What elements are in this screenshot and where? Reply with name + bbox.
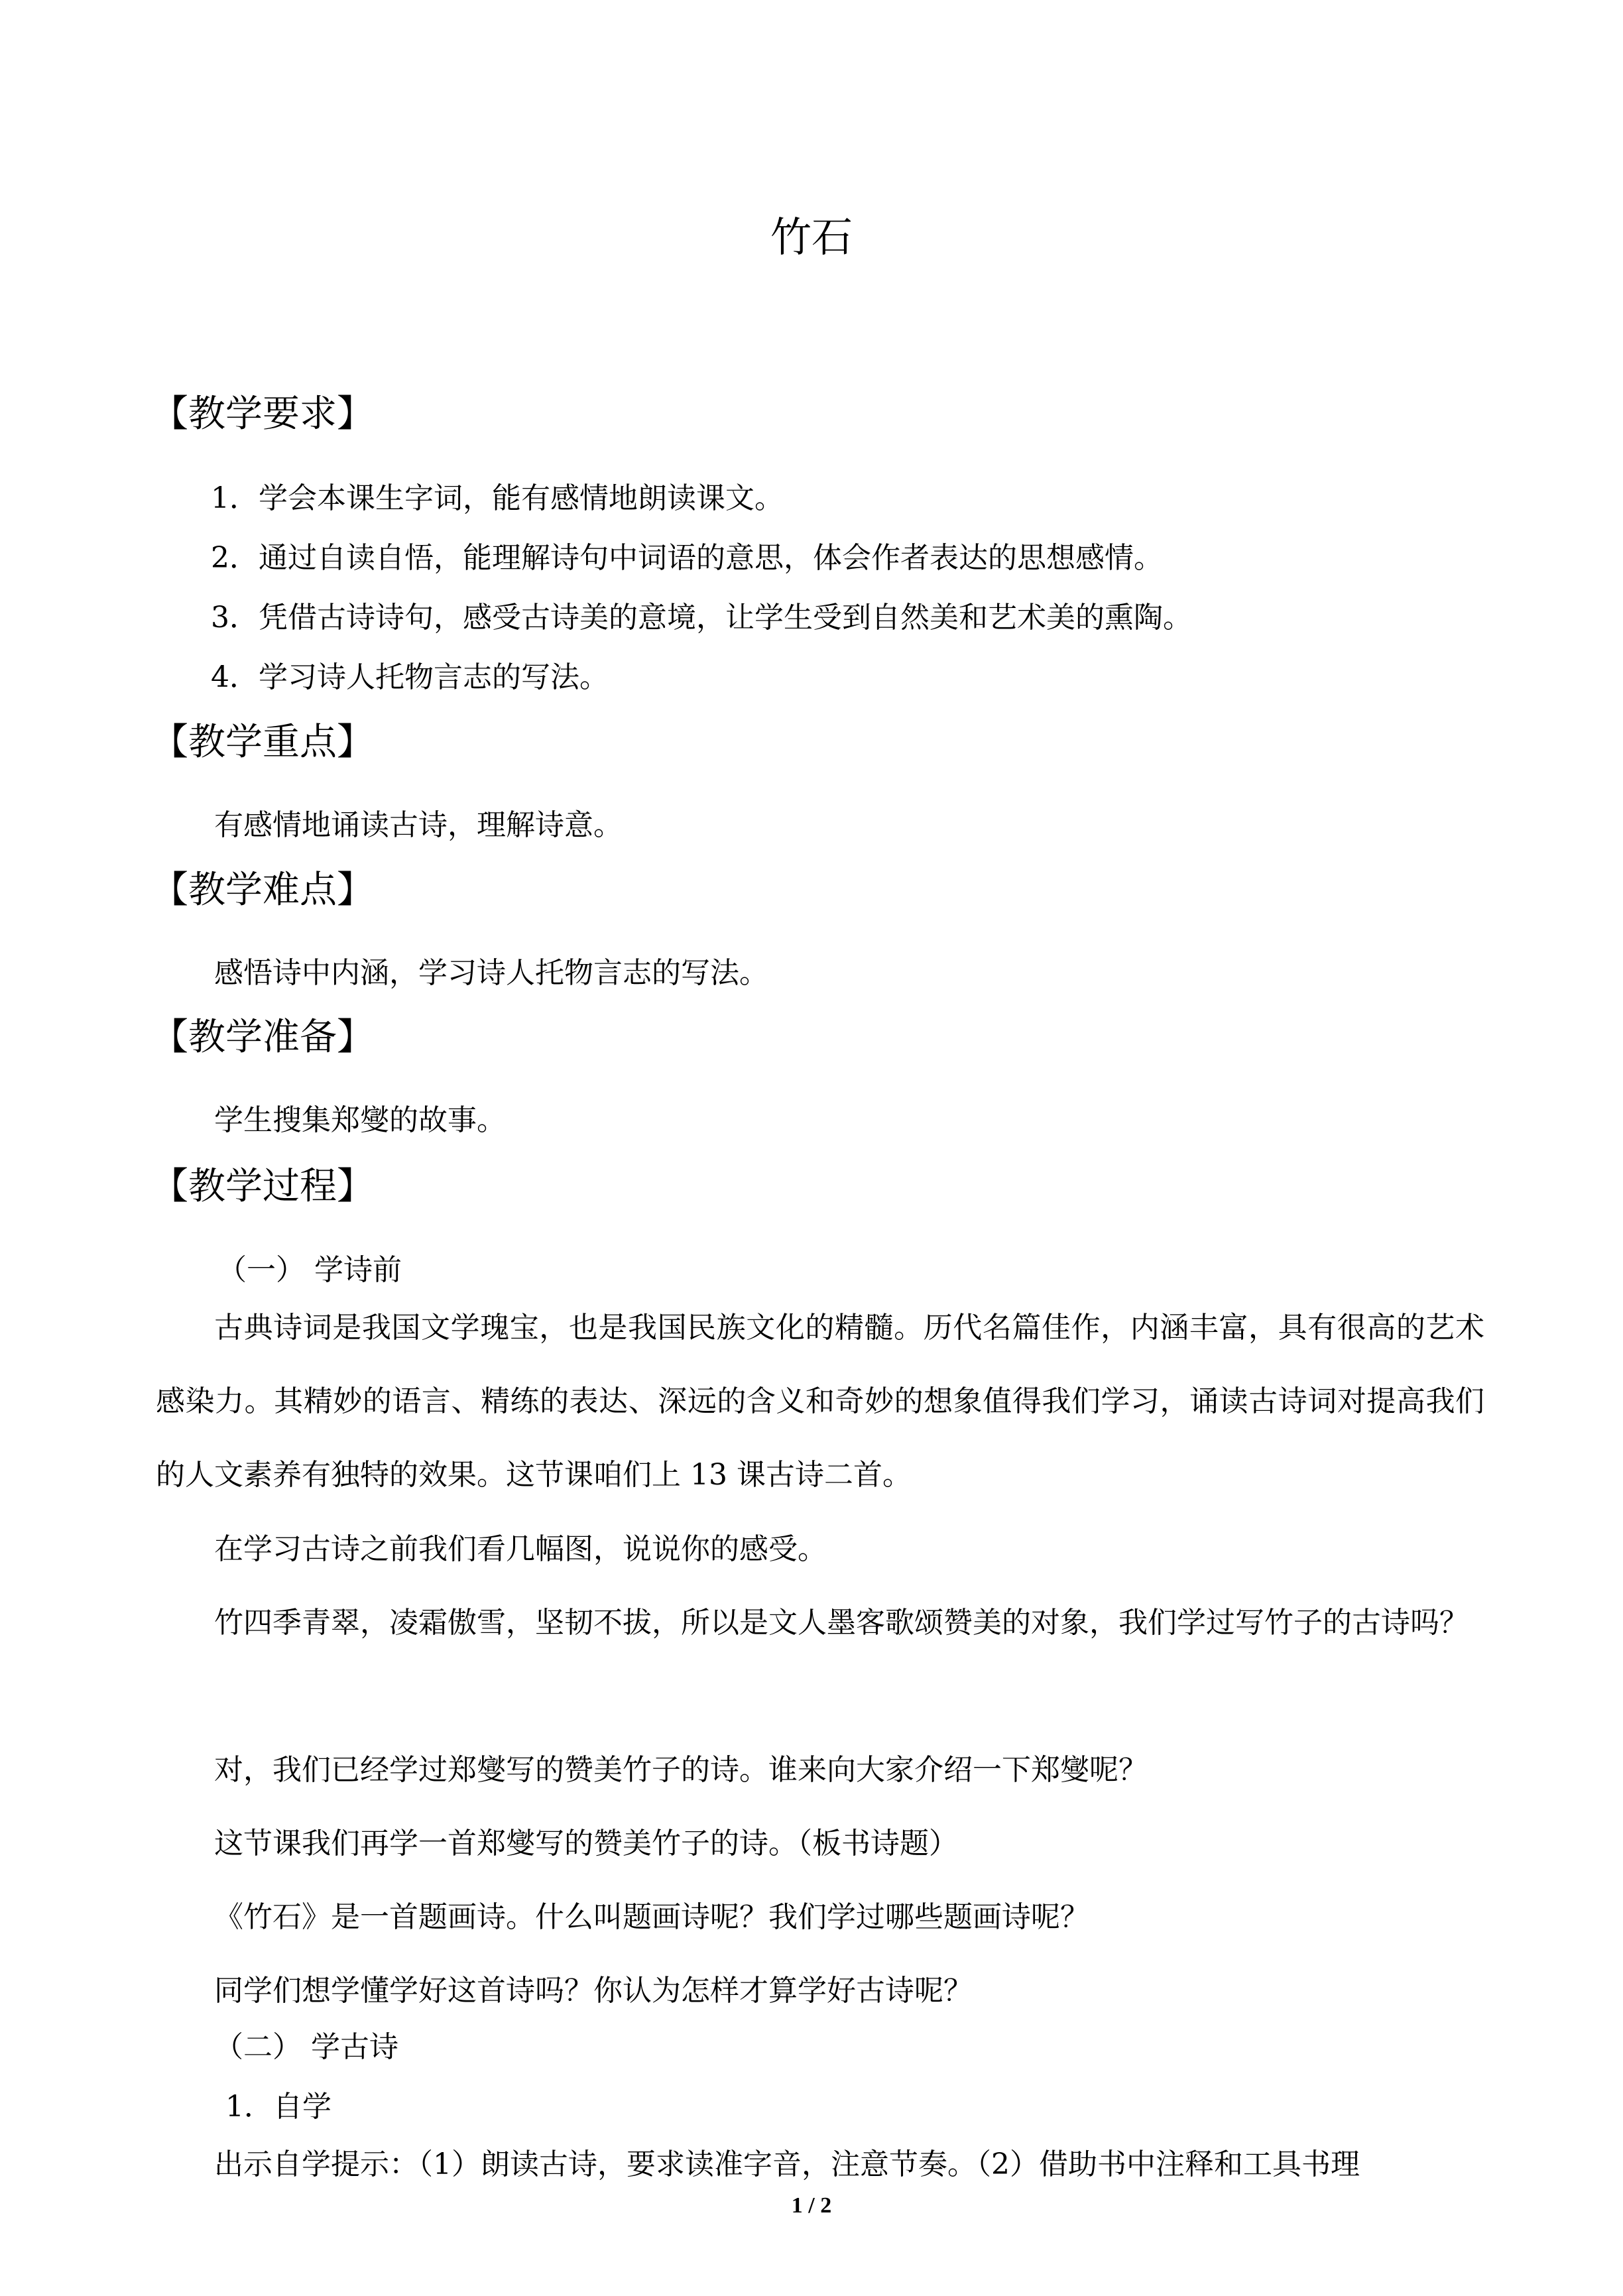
process-step-2-title: （二） 学古诗 xyxy=(214,2030,398,2064)
heading-key-points: 【教学重点】 xyxy=(151,721,374,764)
heading-requirements: 【教学要求】 xyxy=(151,393,374,436)
process-sub-1-title: 1．自学 xyxy=(225,2090,331,2124)
process-paragraph-6: 《竹石》是一首题画诗。什么叫题画诗呢？我们学过哪些题画诗呢？ xyxy=(214,1900,1089,1934)
page-number: 1 / 2 xyxy=(791,2193,832,2218)
difficulties-text: 感悟诗中内涵，学习诗人托物言志的写法。 xyxy=(214,956,768,990)
heading-difficulties: 【教学难点】 xyxy=(151,869,374,912)
process-paragraph-7: 同学们想学懂学好这首诗吗？你认为怎样才算学好古诗呢？ xyxy=(214,1974,973,2008)
process-last-line: 出示自学提示：（1）朗读古诗，要求读准字音，注意节奏。（2）借助书中注释和工具书理 xyxy=(214,2147,1360,2181)
process-step-1-title: （一） 学诗前 xyxy=(217,1253,402,1287)
requirement-item-3: 3．凭借古诗诗句，感受古诗美的意境，让学生受到自然美和艺术美的熏陶。 xyxy=(211,601,1192,634)
process-paragraph-4: 对，我们已经学过郑燮写的赞美竹子的诗。谁来向大家介绍一下郑燮呢？ xyxy=(214,1753,1148,1787)
process-paragraph-3: 竹四季青翠，凌霜傲雪，坚韧不拔，所以是文人墨客歌颂赞美的对象，我们学过写竹子的古诗吗？ xyxy=(214,1606,1469,1640)
requirement-item-2: 2．通过自读自悟，能理解诗句中词语的意思，体会作者表达的思想感情。 xyxy=(211,541,1163,575)
process-paragraph-5: 这节课我们再学一首郑燮写的赞美竹子的诗。（板书诗题） xyxy=(214,1827,958,1860)
process-paragraph-2: 在学习古诗之前我们看几幅图，说说你的感受。 xyxy=(214,1532,827,1566)
heading-process: 【教学过程】 xyxy=(151,1165,374,1208)
process-paragraph-1: 古典诗词是我国文学瑰宝，也是我国民族文化的精髓。历代名篇佳作，内涵丰富，具有很高的艺术感染力。其精妙的语言、精练的表达、深远的含义和奇妙的想象值得我们学习，诵读古诗词对提高我们的人文素养有独特的效果。这节课咱们上 13 课古诗二首。 xyxy=(156,1311,1484,1492)
preparation-text: 学生搜集郑燮的故事。 xyxy=(214,1103,506,1137)
requirement-item-1: 1．学会本课生字词，能有感情地朗读课文。 xyxy=(211,481,784,515)
requirement-item-4: 4．学习诗人托物言志的写法。 xyxy=(211,660,609,694)
key-points-text: 有感情地诵读古诗，理解诗意。 xyxy=(214,808,623,842)
heading-preparation: 【教学准备】 xyxy=(151,1016,374,1059)
document-title: 竹石 xyxy=(770,213,853,261)
